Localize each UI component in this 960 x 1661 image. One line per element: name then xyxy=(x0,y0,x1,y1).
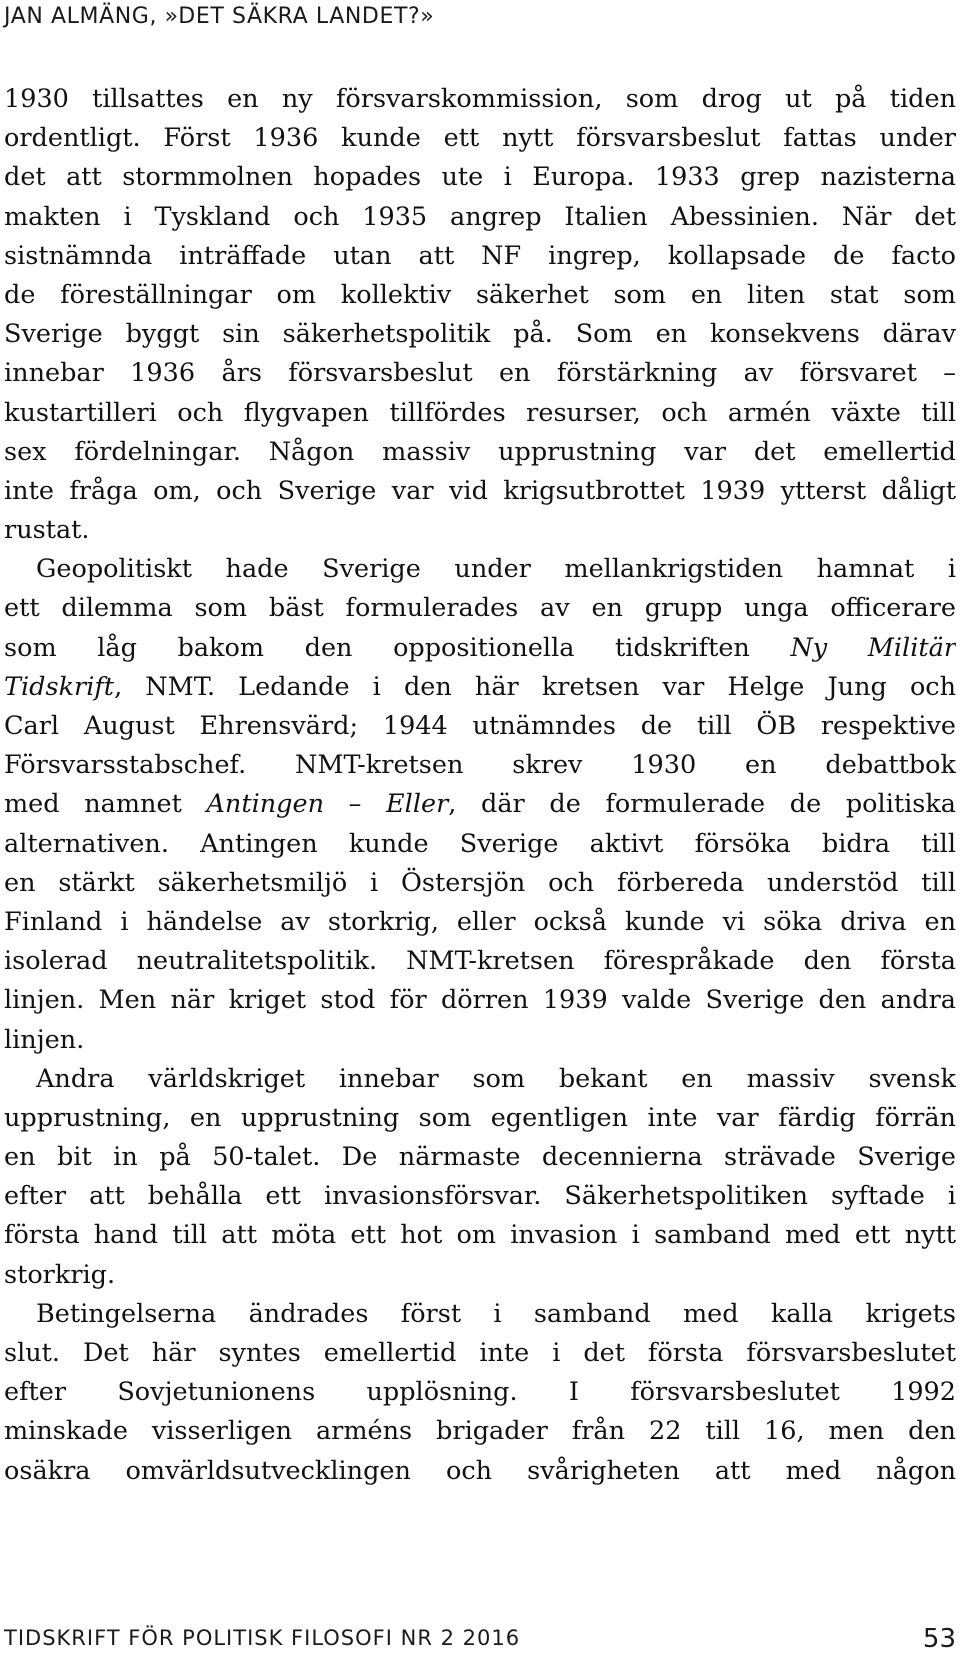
text-run: rustat. xyxy=(4,515,90,546)
text-run: linjen. xyxy=(4,1024,85,1055)
page-number: 53 xyxy=(922,1624,956,1654)
text-line xyxy=(4,394,956,433)
text-run: 1930 tillsattes en ny försvarskommission, som drog ut på tiden xyxy=(4,84,956,114)
text-line xyxy=(4,1295,956,1334)
text-run: Sverige byggt sin säkerhetspolitik på. Som en konsekvens därav xyxy=(4,319,956,350)
text-line xyxy=(4,1099,956,1138)
text-run: Betingelserna ändrades först i samband med kalla krigets xyxy=(36,1298,956,1329)
text-line xyxy=(4,433,956,472)
text-run: linjen. Men när kriget stod för dörren 1939 valde Sverige den andra xyxy=(4,985,956,1016)
italic-title: Antingen – Eller xyxy=(206,789,449,820)
text-line xyxy=(4,80,956,119)
text-run: makten i Tyskland och 1935 angrep Italien Abessinien. När det xyxy=(4,201,956,232)
text-run: efter Sovjetunionens upplösning. I försvarsbeslutet 1992 xyxy=(4,1377,956,1408)
text-run: alternativen. Antingen kunde Sverige aktivt försöka bidra till xyxy=(4,828,956,859)
text-line xyxy=(4,981,956,1020)
text-line xyxy=(4,119,956,158)
text-line xyxy=(4,276,956,315)
text-line xyxy=(4,1138,956,1177)
text-line xyxy=(4,198,956,237)
text-run: inte fråga om, och Sverige var vid krigsutbrottet 1939 ytterst dåligt xyxy=(4,475,956,506)
text-run: storkrig. xyxy=(4,1259,116,1290)
text-run: de föreställningar om kollektiv säkerhet som en liten stat som xyxy=(4,279,956,310)
text-run: med namnet xyxy=(4,789,207,820)
running-head: JAN ALMÄNG, »DET SÄKRA LANDET?» xyxy=(4,4,435,29)
text-line xyxy=(4,1177,956,1216)
text-run: ett dilemma som bäst formulerades av en grupp unga officerare xyxy=(4,593,956,624)
text-line xyxy=(4,1256,956,1295)
text-run: Geopolitiskt hade Sverige under mellankrigstiden hamnat i xyxy=(36,554,956,585)
text-run: isolerad neutralitetspolitik. NMT-kretsen förespråkade den första xyxy=(4,946,956,977)
text-run: en stärkt säkerhetsmiljö i Östersjön och förbereda understöd till xyxy=(4,867,956,898)
body-text xyxy=(4,80,956,1491)
paragraph xyxy=(4,1295,956,1491)
text-run: Försvarsstabschef. NMT-kretsen skrev 1930 en debattbok xyxy=(4,750,956,781)
text-line xyxy=(4,354,956,393)
text-line xyxy=(4,629,956,668)
text-run: det att stormmolnen hopades ute i Europa. 1933 grep nazisterna xyxy=(4,162,956,193)
text-run: , NMT. Ledande i den här kretsen var Helge Jung och xyxy=(114,671,956,702)
text-line xyxy=(4,785,956,824)
text-line xyxy=(4,237,956,276)
italic-title: Ny Militär xyxy=(790,632,956,663)
text-line xyxy=(4,668,956,707)
text-run: Andra världskriget innebar som bekant en massiv svensk xyxy=(36,1063,956,1094)
text-line xyxy=(4,315,956,354)
text-line xyxy=(4,864,956,903)
text-run: kustartilleri och flygvapen tillfördes resurser, och armén växte till xyxy=(4,397,956,428)
text-run: , där de formulerade de politiska xyxy=(448,789,956,820)
text-run: Carl August Ehrensvärd; 1944 utnämndes de till ÖB respektive xyxy=(4,711,956,741)
text-line xyxy=(4,825,956,864)
text-line xyxy=(4,472,956,511)
text-line xyxy=(4,1216,956,1255)
text-run: som låg bakom den oppositionella tidskriften xyxy=(4,632,791,663)
text-run: efter att behålla ett invasionsförsvar. Säkerhetspolitiken syftade i xyxy=(4,1181,956,1212)
journal-title: TIDSKRIFT FÖR POLITISK FILOSOFI NR 2 2016 xyxy=(4,1626,521,1650)
text-run: osäkra omvärldsutvecklingen och svårigheten att med någon xyxy=(4,1455,956,1486)
text-run: ordentligt. Först 1936 kunde ett nytt försvarsbeslut fattas under xyxy=(4,123,956,154)
paragraph xyxy=(4,550,956,1059)
text-run: sex fördelningar. Någon massiv upprustning var det emellertid xyxy=(4,436,956,467)
text-line xyxy=(4,707,956,746)
text-run: en bit in på 50-talet. De närmaste decennierna strävade Sverige xyxy=(4,1142,956,1173)
text-run: innebar 1936 års försvarsbeslut en förstärkning av försvaret – xyxy=(4,358,956,389)
paragraph xyxy=(4,1060,956,1295)
text-line xyxy=(4,1334,956,1373)
text-line xyxy=(4,903,956,942)
text-run: sistnämnda inträffade utan att NF ingrep, kollapsade de facto xyxy=(4,240,956,271)
text-line xyxy=(4,746,956,785)
text-line xyxy=(4,942,956,981)
text-line xyxy=(4,511,956,550)
text-line xyxy=(4,550,956,589)
text-line xyxy=(4,158,956,197)
text-run: första hand till att möta ett hot om invasion i samband med ett nytt xyxy=(4,1220,956,1251)
text-line xyxy=(4,1021,956,1060)
text-run: upprustning, en upprustning som egentligen inte var färdig förrän xyxy=(4,1102,956,1133)
text-run: slut. Det här syntes emellertid inte i det första försvarsbeslutet xyxy=(4,1338,956,1368)
text-line xyxy=(4,1060,956,1099)
text-run: minskade visserligen arméns brigader från 22 till 16, men den xyxy=(4,1416,956,1447)
paragraph xyxy=(4,80,956,550)
text-run: Finland i händelse av storkrig, eller också kunde vi söka driva en xyxy=(4,906,956,937)
italic-title: Tidskrift xyxy=(4,671,115,702)
page-footer xyxy=(4,1620,956,1656)
text-line xyxy=(4,1412,956,1451)
text-line xyxy=(4,1452,956,1491)
text-line xyxy=(4,589,956,628)
text-line xyxy=(4,1373,956,1412)
